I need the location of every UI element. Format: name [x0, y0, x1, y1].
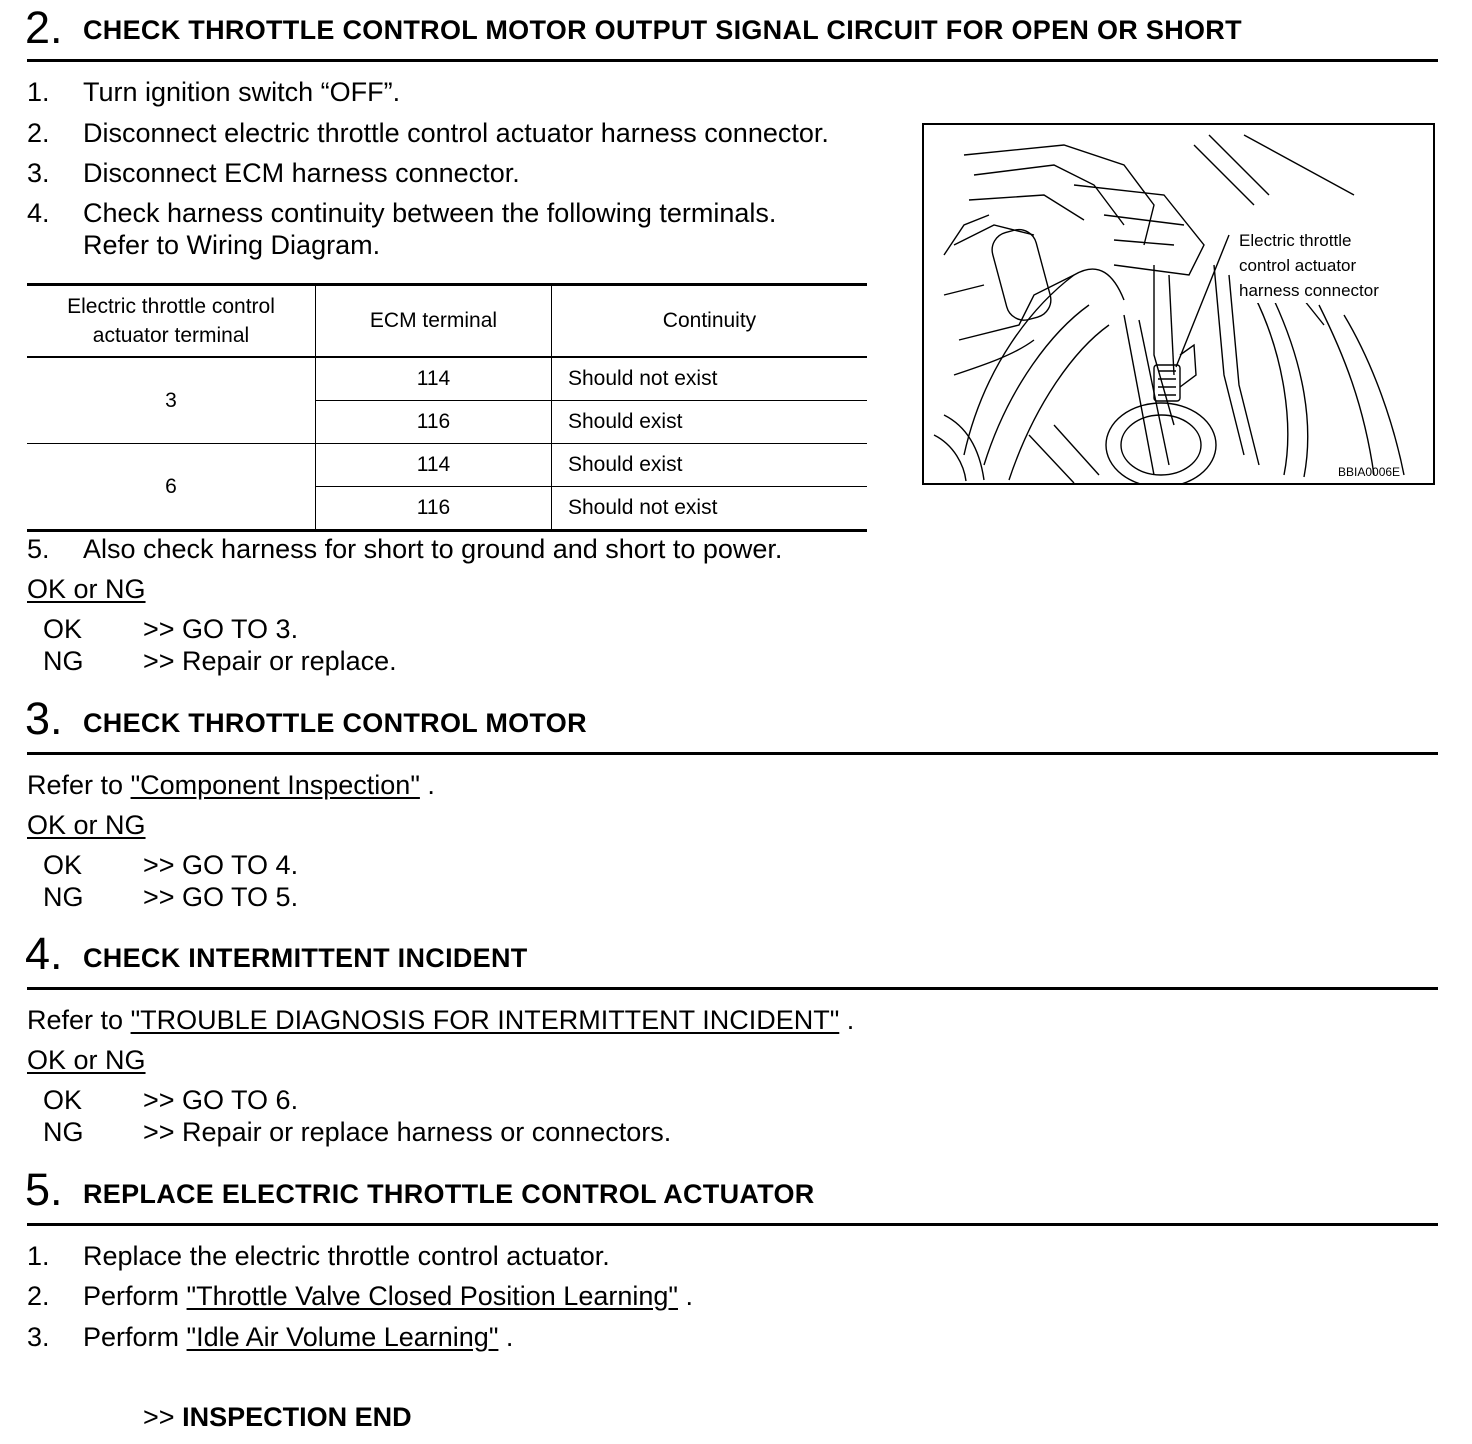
step3-refer-suffix: . [427, 770, 435, 800]
step5-item2 [83, 1280, 693, 1312]
table-row [27, 357, 867, 401]
step4-ok-action: >> GO TO 6. [143, 1085, 299, 1115]
step2-item5-num: 5. [27, 534, 50, 564]
header-actuator-line2: actuator terminal [92, 324, 250, 347]
step2-item2-num: 2. [27, 118, 50, 148]
figure-label-line2: control actuator [1239, 256, 1357, 275]
figure-label [1239, 228, 1379, 303]
cell-actuator-3: 3 [27, 357, 316, 444]
step5-divider [27, 1223, 1438, 1226]
step5-item2-suffix: . [685, 1281, 694, 1311]
step5-item2-num: 2. [27, 1281, 50, 1311]
step2-item2-text: Disconnect electric throttle control actuator harness connector. [83, 118, 829, 148]
intermittent-incident-link[interactable]: "TROUBLE DIAGNOSIS FOR INTERMITTENT INCIDENT" [130, 1005, 840, 1035]
figure-label-line1: Electric throttle [1239, 231, 1352, 250]
throttle-valve-learning-link[interactable]: "Throttle Valve Closed Position Learning" [186, 1281, 678, 1311]
step2-title: CHECK THROTTLE CONTROL MOTOR OUTPUT SIGNAL CIRCUIT FOR OPEN OR SHORT [83, 15, 1242, 45]
step2-ng-key: NG [43, 646, 84, 676]
continuity-table [27, 283, 867, 532]
figure-label-line3: harness connector [1239, 281, 1379, 300]
step2-divider [27, 59, 1438, 62]
step4-result-label: OK or NG [27, 1045, 146, 1075]
inspection-end [143, 1401, 412, 1433]
step4-number: 4. [25, 928, 63, 979]
header-continuity: Continuity [552, 285, 868, 358]
cell-ecm: 114 [316, 444, 552, 487]
step3-number: 3. [25, 693, 63, 744]
step5-item1-num: 1. [27, 1241, 50, 1271]
step4-title: CHECK INTERMITTENT INCIDENT [83, 943, 528, 973]
step3-ng-action: >> GO TO 5. [143, 882, 299, 912]
step4-refer [27, 1004, 854, 1036]
step2-item1-text: Turn ignition switch “OFF”. [83, 77, 401, 107]
step4-divider [27, 987, 1438, 990]
cell-continuity: Should exist [552, 444, 868, 487]
step5-item3-prefix: Perform [83, 1322, 180, 1352]
step2-item5-text: Also check harness for short to ground and short to power. [83, 534, 783, 564]
component-inspection-link[interactable]: "Component Inspection" [130, 770, 420, 800]
step3-ok-key: OK [43, 850, 83, 880]
connector-illustration [922, 123, 1435, 485]
cell-ecm: 114 [316, 357, 552, 401]
step2-ok-action: >> GO TO 3. [143, 614, 299, 644]
step2-number: 2. [25, 2, 63, 53]
step2-result-label: OK or NG [27, 574, 146, 604]
step5-item2-prefix: Perform [83, 1281, 180, 1311]
step2-item3-num: 3. [27, 158, 50, 188]
table-row [27, 444, 867, 487]
idle-air-volume-learning-link[interactable]: "Idle Air Volume Learning" [186, 1322, 499, 1352]
step3-title: CHECK THROTTLE CONTROL MOTOR [83, 708, 587, 738]
inspection-end-arrow: >> [143, 1402, 175, 1432]
step4-refer-suffix: . [846, 1005, 855, 1035]
step4-ng-action: >> Repair or replace harness or connectors. [143, 1117, 672, 1147]
step2-item1-num: 1. [27, 77, 50, 107]
table-header-row [27, 285, 867, 358]
cell-continuity: Should not exist [552, 487, 868, 531]
cell-ecm: 116 [316, 487, 552, 531]
step5-item3-suffix: . [505, 1322, 514, 1352]
cell-actuator-6: 6 [27, 444, 316, 531]
header-actuator-terminal [27, 285, 316, 358]
engine-bay-drawing [924, 125, 1433, 483]
inspection-end-text: INSPECTION END [182, 1402, 412, 1432]
step3-ok-action: >> GO TO 4. [143, 850, 299, 880]
header-ecm-terminal: ECM terminal [316, 285, 552, 358]
step4-refer-prefix: Refer to [27, 1005, 124, 1035]
cell-ecm: 116 [316, 401, 552, 444]
figure-code: BBIA0006E [1338, 465, 1401, 479]
cell-continuity: Should not exist [552, 357, 868, 401]
step3-refer-prefix: Refer to [27, 770, 124, 800]
step3-result-label: OK or NG [27, 810, 146, 840]
step2-ng-action: >> Repair or replace. [143, 646, 397, 676]
step5-item1-text: Replace the electric throttle control actuator. [83, 1241, 610, 1271]
step3-divider [27, 752, 1438, 755]
step5-number: 5. [25, 1164, 63, 1215]
step3-ng-key: NG [43, 882, 84, 912]
step2-ok-key: OK [43, 614, 83, 644]
step2-item4-text: Check harness continuity between the following terminals. [83, 198, 777, 228]
step4-ok-key: OK [43, 1085, 83, 1115]
cell-continuity: Should exist [552, 401, 868, 444]
step2-item3-text: Disconnect ECM harness connector. [83, 158, 520, 188]
step2-item4-num: 4. [27, 198, 50, 228]
step4-ng-key: NG [43, 1117, 84, 1147]
step5-item3-num: 3. [27, 1322, 50, 1352]
step3-refer [27, 769, 435, 801]
step5-item3 [83, 1321, 513, 1353]
step5-title: REPLACE ELECTRIC THROTTLE CONTROL ACTUATOR [83, 1179, 815, 1209]
header-actuator-line1: Electric throttle control [67, 295, 275, 318]
step2-item4-text2: Refer to Wiring Diagram. [83, 230, 381, 260]
